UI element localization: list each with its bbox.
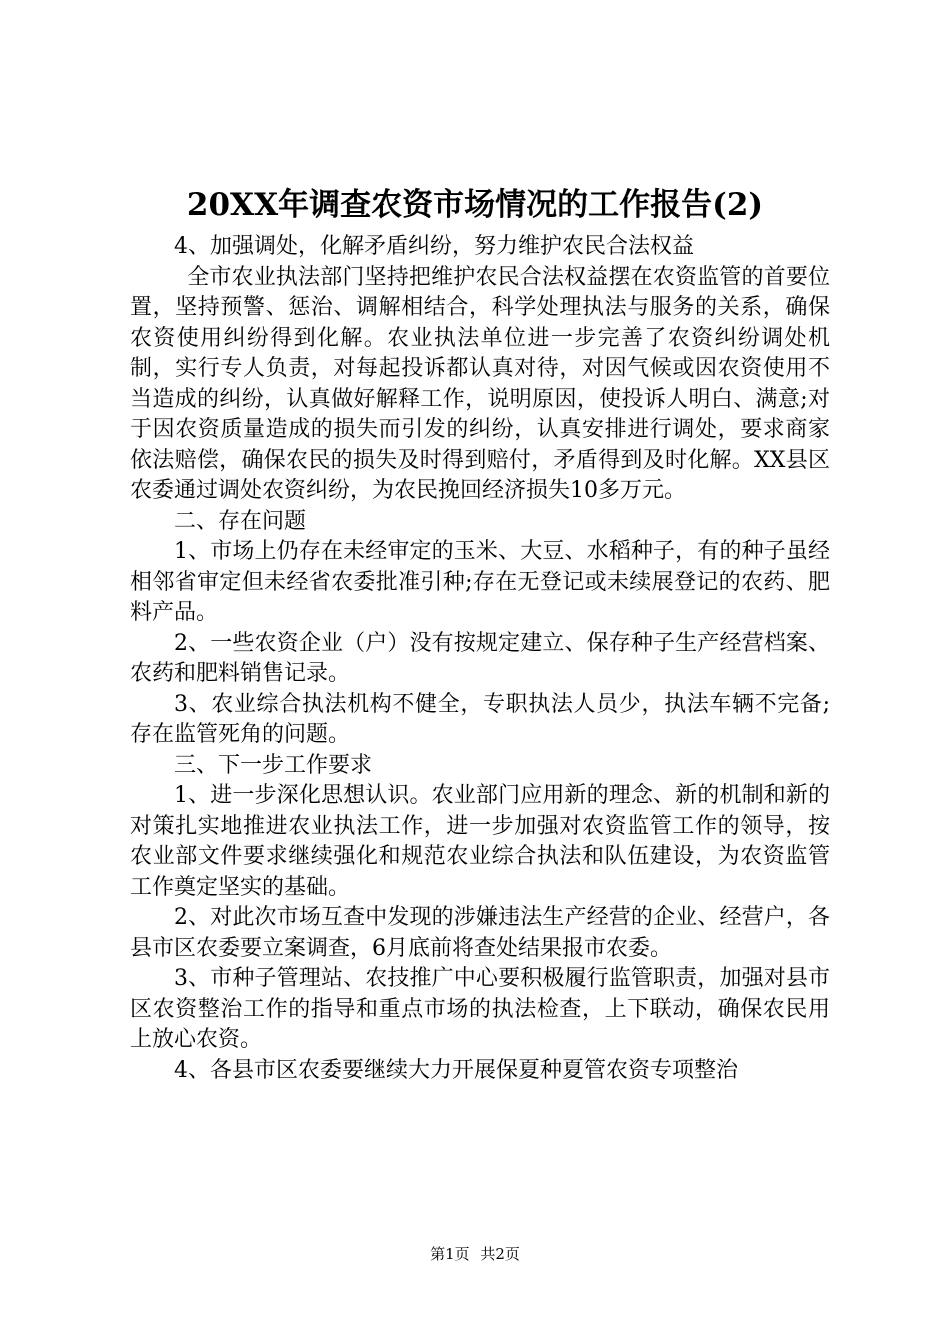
document-title: 20XX年调查农资市场情况的工作报告(2) — [186, 187, 764, 223]
paragraph-requirement-4: 4、各县市区农委要继续大力开展保夏种夏管农资专项整治 — [174, 1057, 738, 1083]
paragraph-problem-3: 3、农业综合执法机构不健全，专职执法人员少，执法车辆不完备;存在监管死角的问题。 — [130, 691, 830, 747]
paragraph-problem-2: 2、一些农资企业（户）没有按规定建立、保存种子生产经营档案、农药和肥料销售记录。 — [130, 630, 830, 686]
paragraph-problem-1: 1、市场上仍存在未经审定的玉米、大豆、水稻种子，有的种子虽经相邻省审定但未经省农委批准引种;存在无登记或未续展登记的农药、肥料产品。 — [130, 539, 830, 625]
page-footer — [0, 1244, 950, 1264]
paragraph-requirement-1: 1、进一步深化思想认识。农业部门应用新的理念、新的机制和新的对策扎实地推进农业执法工作，进一步加强对农资监管工作的领导，按农业部文件要求继续强化和规范农业综合执法和队伍建设，为农资监管工作奠定坚实的基础。 — [130, 783, 830, 900]
section-heading-mediation: 4、加强调处，化解矛盾纠纷，努力维护农民合法权益 — [174, 234, 694, 259]
document-body — [130, 232, 830, 1086]
paragraph-requirement-3: 3、市种子管理站、农技推广中心要积极履行监管职责，加强对县市区农资整治工作的指导和重点市场的执法检查，上下联动，确保农民用上放心农资。 — [130, 966, 830, 1052]
section-heading-problems: 二、存在问题 — [174, 508, 307, 534]
page-number: 第1页 — [430, 1245, 470, 1263]
page-total: 共2页 — [480, 1245, 520, 1263]
paragraph-mediation: 全市农业执法部门坚持把维护农民合法权益摆在农资监管的首要位置，坚持预警、惩治、调解相结合，科学处理执法与服务的关系，确保农资使用纠纷得到化解。农业执法单位进一步完善了农资纠纷调处机制，实行专人负责，对每起投诉都认真对待，对因气候或因农资使用不当造成的纠纷，认真做好解释工作，说明原因，使投诉人明白、满意;对于因农资质量造成的损失而引发的纠纷，认真安排进行调处，要求商家依法赔偿，确保农民的损失及时得到赔付，矛盾得到及时化解。XX县区农委通过调处农资纠纷，为农民挽回经济损失10多万元。 — [130, 264, 830, 503]
section-heading-next-steps: 三、下一步工作要求 — [174, 752, 373, 778]
paragraph-requirement-2: 2、对此次市场互查中发现的涉嫌违法生产经营的企业、经营户，各县市区农委要立案调查，6月底前将查处结果报市农委。 — [130, 905, 830, 961]
